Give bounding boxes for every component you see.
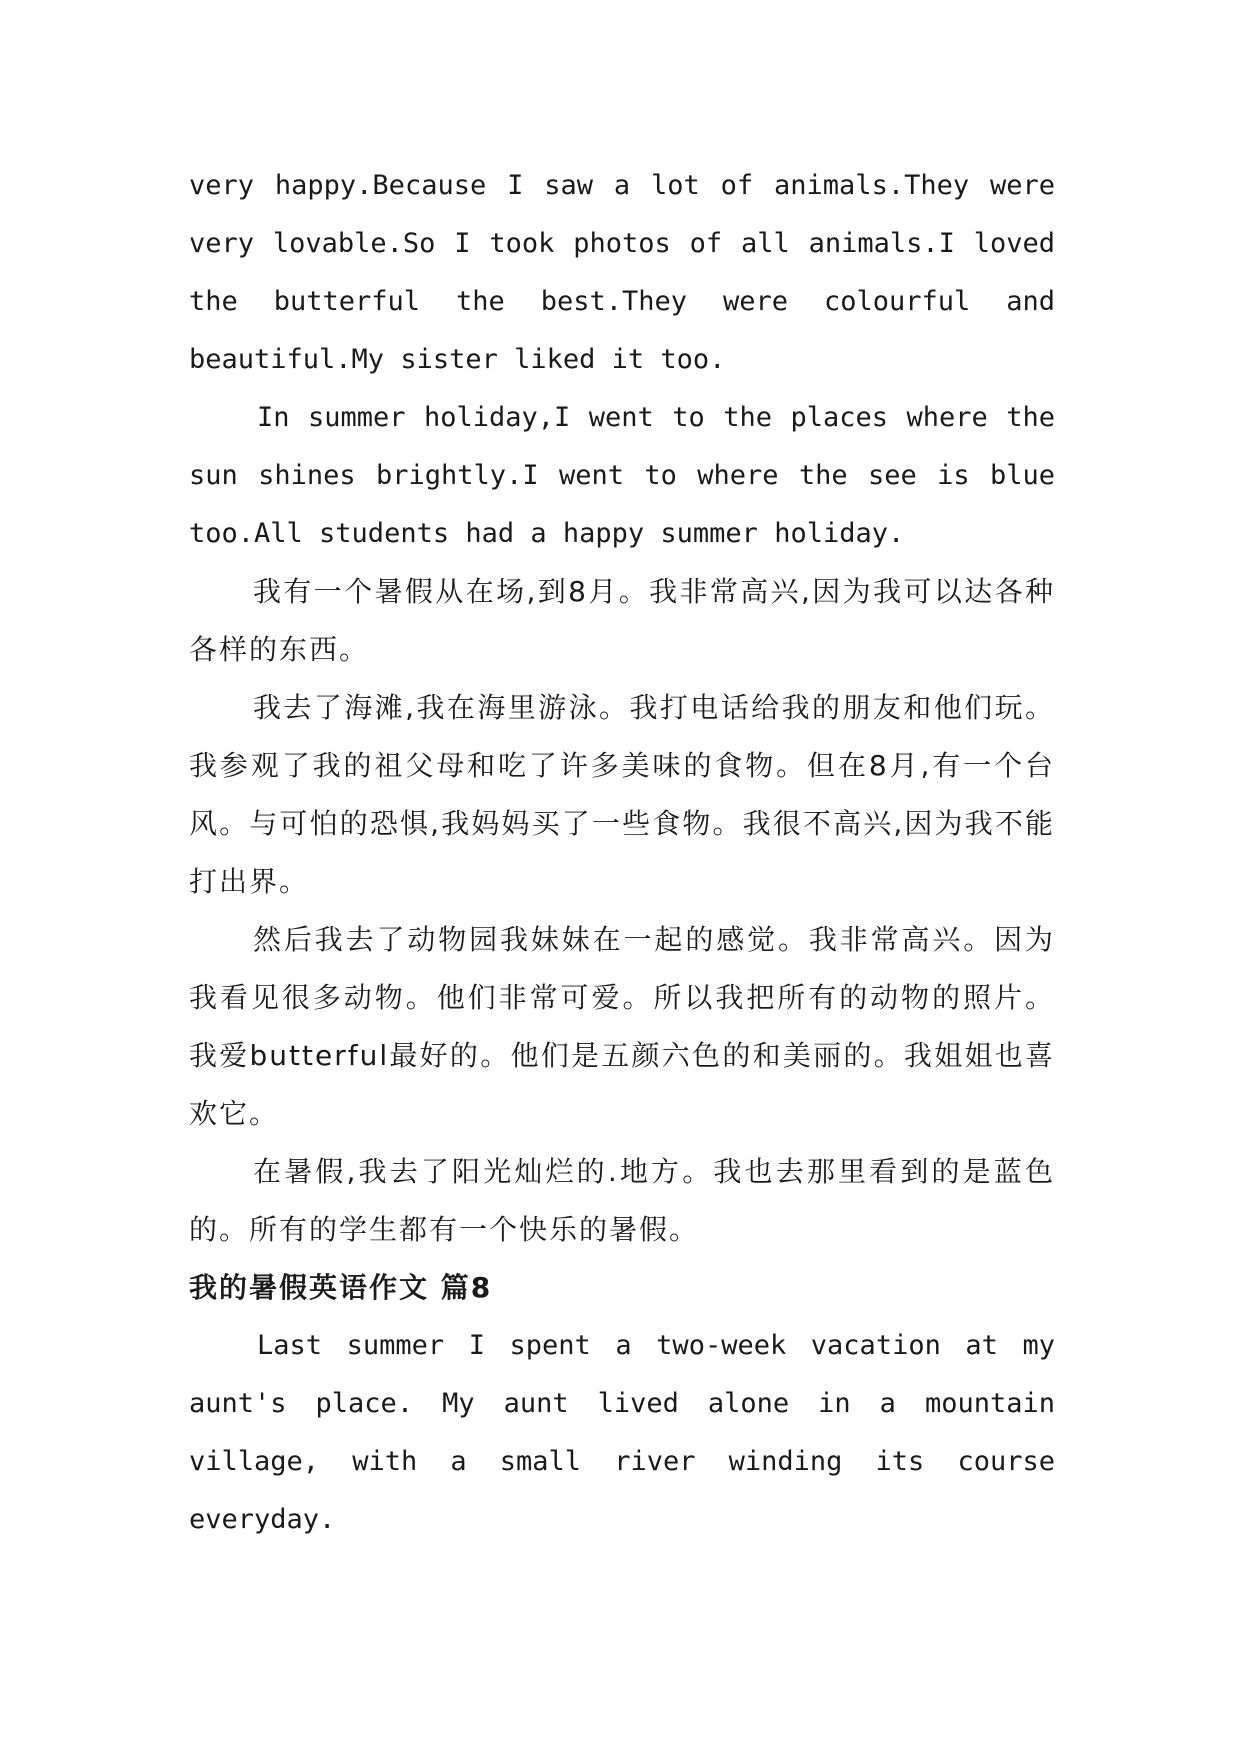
section-heading: 我的暑假英语作文 篇8	[189, 1271, 493, 1304]
paragraph-en-sunshine: In summer holiday,I went to the places where the sun shines brightly.I went to where the see is blue too.All students had a happy summer holiday.	[189, 402, 1055, 549]
paragraph-en-zoo-continued: very happy.Because I saw a lot of animals.They were very lovable.So I took photos of all animals.I loved the butterful the best.They were colourful and beautiful.My sister liked it too.	[189, 170, 1055, 375]
paragraph-zh-holiday: 我有一个暑假从在场,到8月。我非常高兴,因为我可以达各种各样的东西。	[189, 575, 1055, 666]
paragraph-en-aunt: Last summer I spent a two-week vacation at my aunt's place. My aunt lived alone in a mountain village, with a small river winding its course everyday.	[189, 1330, 1055, 1535]
paragraph-zh-zoo: 然后我去了动物园我妹妹在一起的感觉。我非常高兴。因为我看见很多动物。他们非常可爱。所以我把所有的动物的照片。我爱butterful最好的。他们是五颜六色的和美丽的。我姐姐也喜欢它。	[189, 923, 1055, 1130]
paragraph-zh-sunshine: 在暑假,我去了阳光灿烂的.地方。我也去那里看到的是蓝色的。所有的学生都有一个快乐的暑假。	[189, 1155, 1055, 1246]
document-body	[189, 157, 1055, 1549]
paragraph-zh-beach: 我去了海滩,我在海里游泳。我打电话给我的朋友和他们玩。我参观了我的祖父母和吃了许多美味的食物。但在8月,有一个台风。与可怕的恐惧,我妈妈买了一些食物。我很不高兴,因为我不能打出界。	[189, 691, 1055, 898]
